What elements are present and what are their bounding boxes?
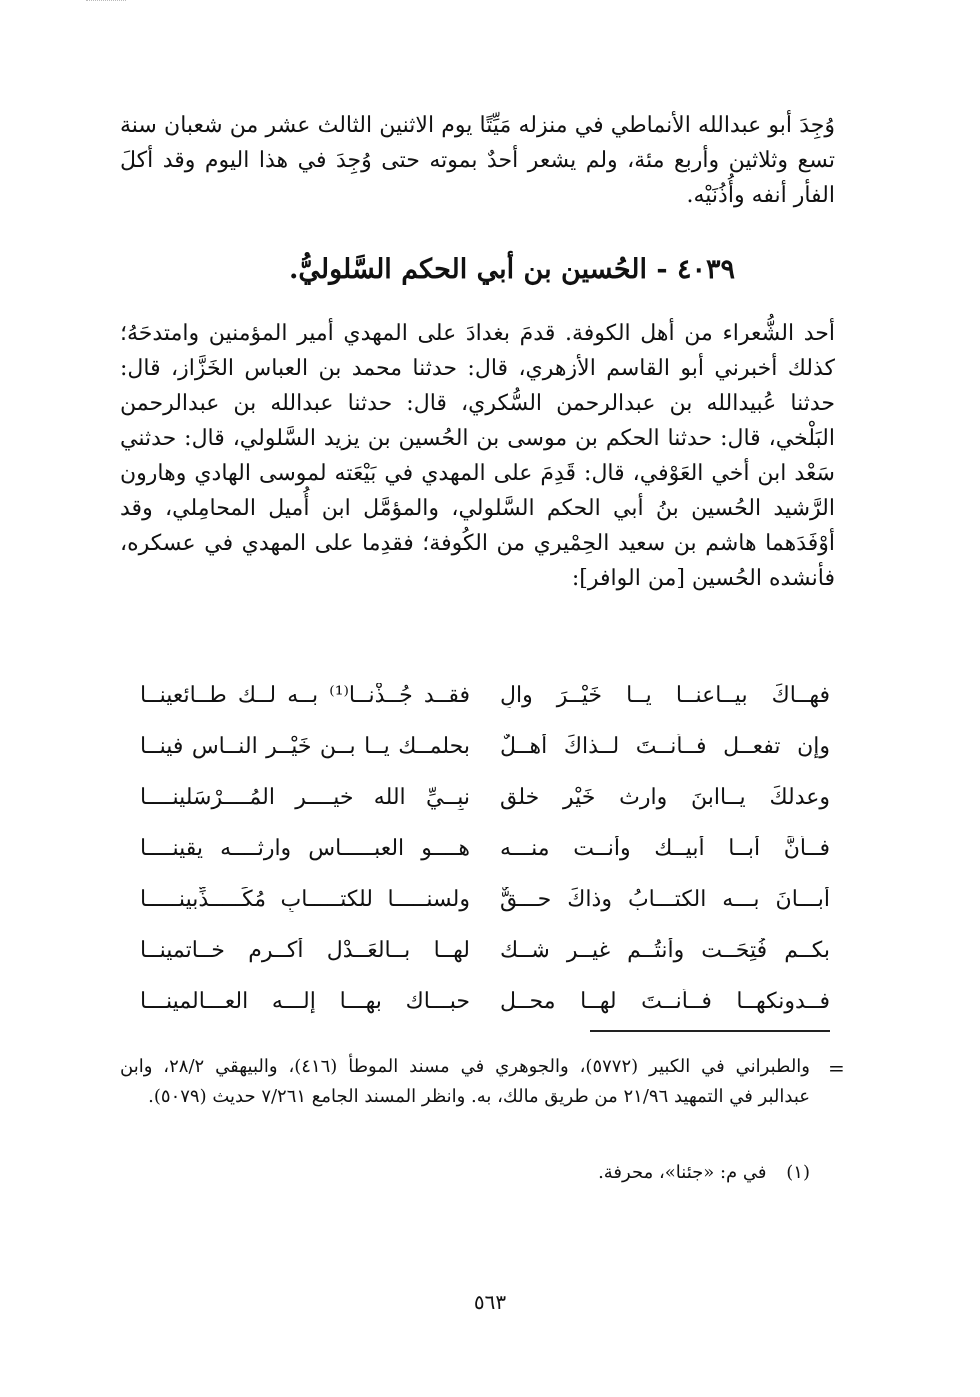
poem-verse — [140, 823, 830, 874]
poem-verse — [140, 925, 830, 976]
footnote-number: (١) — [786, 1162, 810, 1183]
footnote-divider — [590, 1030, 830, 1032]
footnote-text: في م: «جئنا»، محرفة. — [598, 1162, 767, 1183]
verse-second-hemistich: لهــا بــالعَــدْل أكــرم خــاتمينــا — [140, 938, 470, 963]
verse-second-hemistich: فقــد جُــذْنــا⁽¹⁾ بــه لــك طــائعينــا — [140, 683, 470, 708]
poem-verse — [140, 670, 830, 721]
verse-second-hemistich: ولسنـــــا للكتـــــابِ مُكَـــــذِّبينـــــا — [140, 887, 470, 912]
page-number: ٥٦٣ — [473, 1290, 507, 1314]
poem-verse — [140, 976, 830, 1027]
verse-second-hemistich: هــــو العبـــــاس وارثــــه يقينــــا — [140, 836, 470, 861]
poem-verse — [140, 874, 830, 925]
footnote-continuation: والطبراني في الكبير (٥٧٧٢)، والجوهري في مسند الموطأ (٤١٦)، والبيهقي ٢٨/٢، وابن عبدالبر في التمهيد ٢١/٩٦ من طريق مالك، به. وانظر المسند الجامع ٧/٢٦١ حديث (٥٠٧٩). — [120, 1056, 810, 1107]
footnote-1 — [120, 1158, 810, 1188]
verse-first-hemistich: أبـــانَ بـــه الكتـــابُ وذاكَ حـــقٌّ — [500, 887, 830, 912]
verse-first-hemistich: فــدونكهــا فــأنــتَ لهــا محــل — [500, 989, 830, 1014]
scan-mark — [86, 0, 126, 7]
verse-first-hemistich: فهــاكَ بيــاعنــا يــا خَيْــرَ والٍ — [500, 683, 830, 708]
poem-verse — [140, 772, 830, 823]
entry-heading: ٤٠٣٩ - الحُسين بن أبي الحكم السَّلوليُّ. — [288, 254, 735, 285]
verse-first-hemistich: وإن تفعــل فــأنــتَ لــذاكَ أهــلٌ — [500, 734, 830, 759]
verse-first-hemistich: بكــم فُتِحَــت وأنتُــم غيــر شــك — [500, 938, 830, 963]
verse-first-hemistich: وعدلكَ يــاابنَ وارث خَيْر خلقٍ — [500, 785, 830, 810]
verse-second-hemistich: حبـــاك بهـــا إلـــه العـــالمينـــا — [140, 989, 470, 1014]
verse-second-hemistich: نبِــيِّ الله خيــــر المُــــرْسَلينــــا — [140, 785, 470, 810]
footnote-continuation-marker: = — [828, 1056, 845, 1080]
poem — [140, 670, 830, 1027]
biography-paragraph: أحد الشُّعراء من أهل الكوفة. قدمَ بغدادَ على المهدي أمير المؤمنين وامتدحَهُ؛ كذلك أخبرني أبو القاسم الأزهري، قال: حدثنا محمد بن العباس الخَزَّاز، قال: حدثنا عُبيدالله بن عبدالرحمن السُّكري، قال: حدثنا عبدالله بن عبدالرحمن البَلْخي، قال: حدثنا الحكم بن موسى بن الحُسين بن يزيد السَّلولي، قال: حدثني سَعْد ابن أخي العَوْفي، قال: قَدِمَ على المهدي في بَيْعَته لموسى الهادي وهارون الرَّشيد الحُسين بنُ أبي الحكم السَّلولي، والمؤمَّل ابن أُميل المحامِلي، وقد أوْفَدَهما هاشم بن سعيد الحِمْيري من الكُوفة؛ فقدِما على المهدي في عسكره، فأنشده الحُسين [من الوافر]: — [120, 321, 835, 591]
poem-verse — [140, 721, 830, 772]
entry-paragraph: وُجِدَ أبو عبدالله الأنماطي في منزله مَيِّتًا يوم الاثنين الثالث عشر من شعبان سنة تسع وثلاثين وأربع مئة، ولم يشعر أحدٌ بموته حتى وُجِدَ في هذا اليوم وقد أكلَ الفأر أنفه وأُذُنَيْه. — [120, 113, 835, 208]
verse-second-hemistich: بحلمــك يــا بــن خَيْــر النــاس فينــا — [140, 734, 470, 759]
verse-first-hemistich: فــأنَّ أبــا أبيــك وأنــت منـــه — [500, 836, 830, 861]
